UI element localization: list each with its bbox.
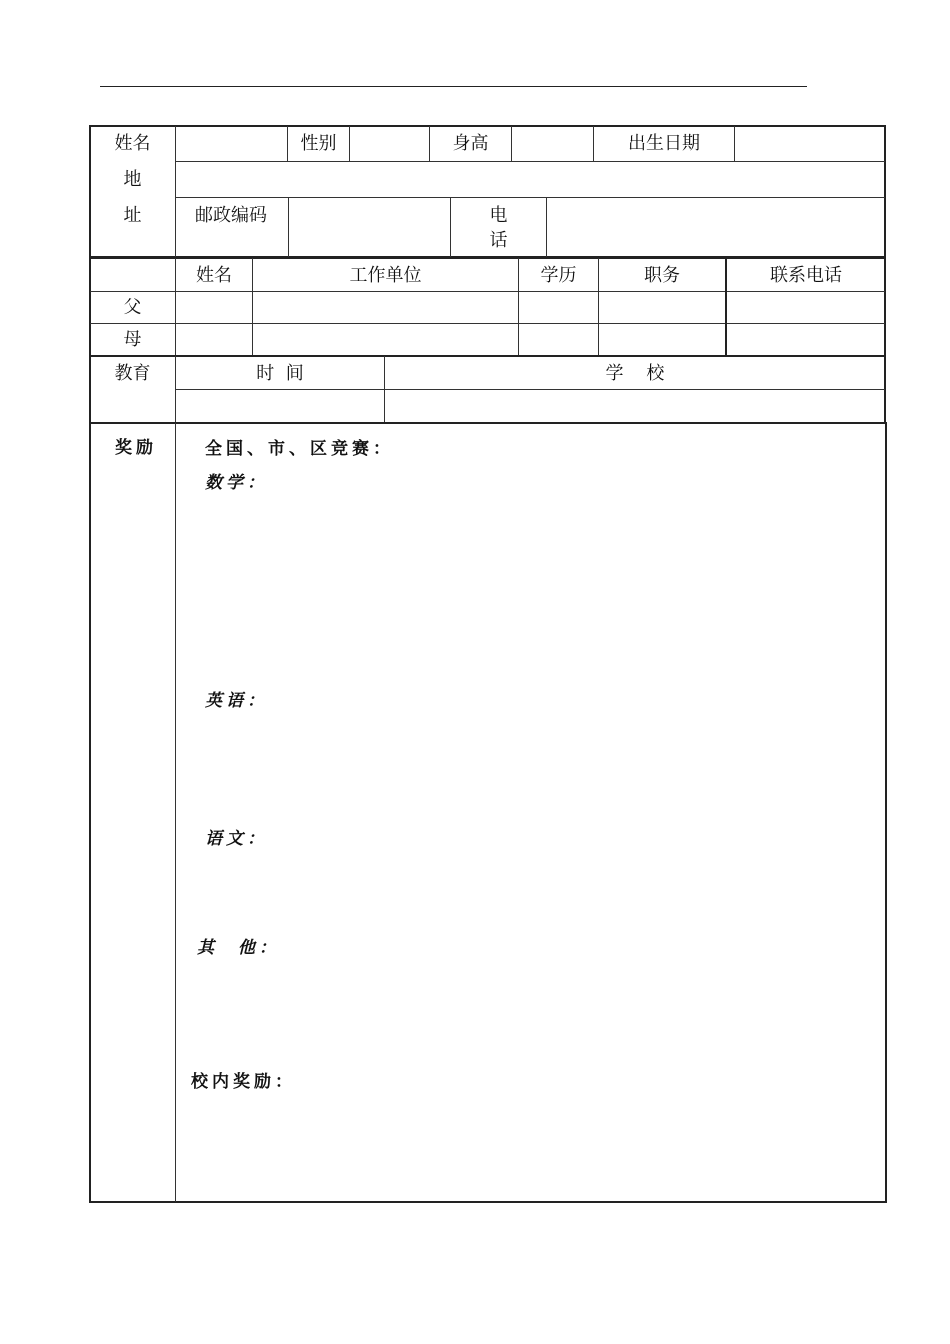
phone-label-bottom: 话 [489,230,508,251]
position-header: 职务 [644,265,680,286]
awards-label: 奖励 [115,438,157,458]
phone-label-top: 电 [489,205,508,226]
school-awards-label: 校内奖励： [191,1072,296,1092]
mother-label: 母 [123,329,142,350]
math-awards-label: 数学： [205,473,268,493]
education-label: 教育 [114,363,151,384]
other-awards-label: 其 他： [197,938,280,958]
school-header: 学 校 [605,363,665,384]
father-label: 父 [123,297,142,318]
parent-name-header: 姓名 [196,265,232,286]
education-level-header: 学历 [540,265,577,286]
workplace-header: 工作单位 [349,265,422,286]
postcode-label: 邮政编码 [195,205,267,226]
time-header: 时 间 [256,363,304,384]
birth-date-label: 出生日期 [628,133,700,154]
address-label-bottom: 址 [123,205,142,226]
address-label-top: 地 [123,169,142,190]
height-label: 身高 [452,133,489,154]
chinese-awards-label: 语文： [205,829,268,849]
gender-label: 性别 [300,133,337,154]
header-rule [100,86,807,87]
competition-title: 全国、市、区竞赛： [205,439,394,459]
name-label: 姓名 [114,133,151,154]
english-awards-label: 英语： [205,691,268,711]
contact-phone-header: 联系电话 [770,265,842,286]
